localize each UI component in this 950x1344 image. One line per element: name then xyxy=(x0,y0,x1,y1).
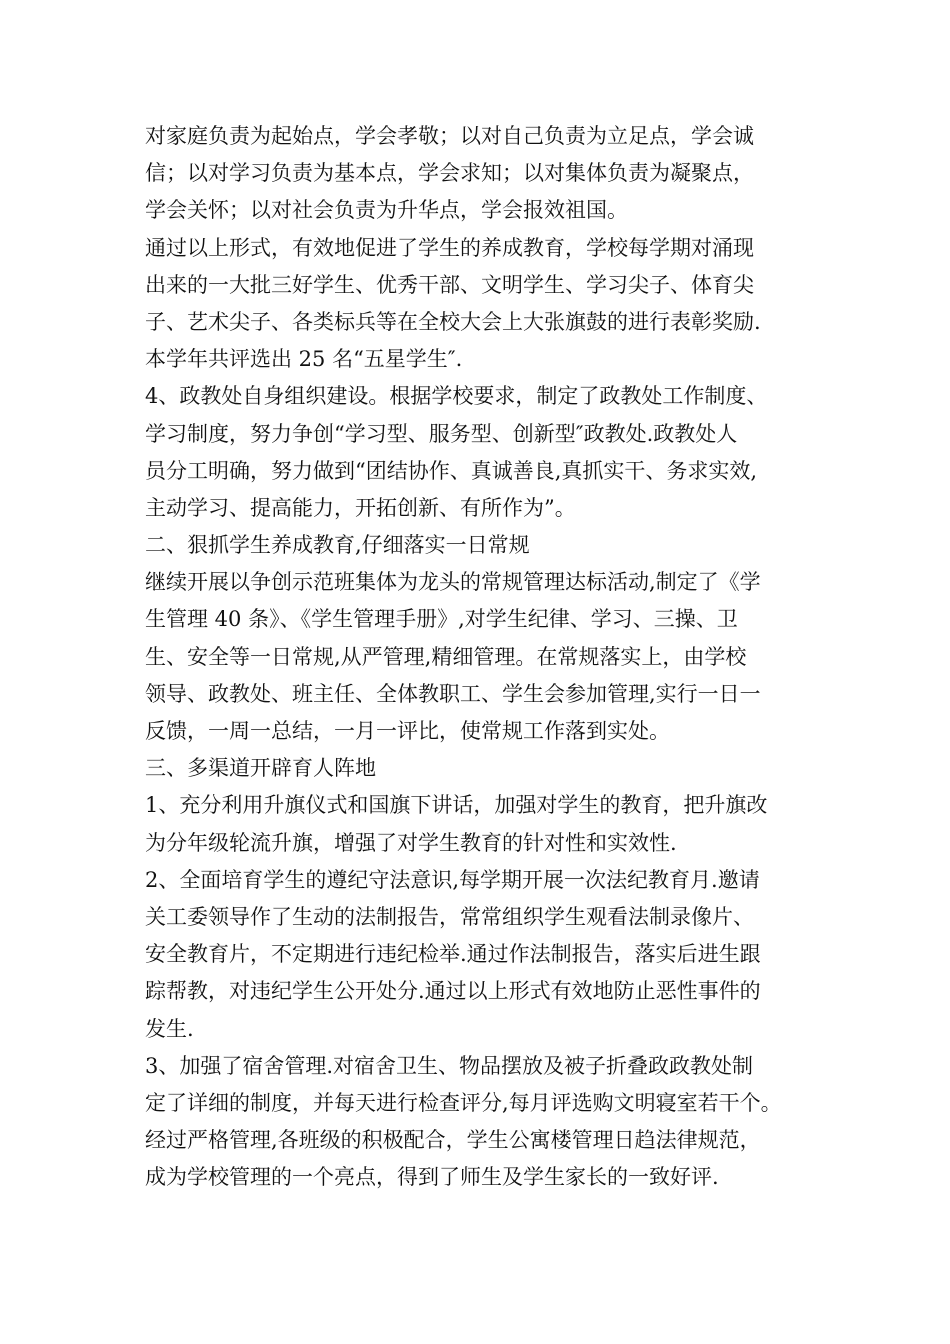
text-line: 子、艺术尖子、各类标兵等在全校大会上大张旗鼓的进行表彰奖励. xyxy=(145,309,761,334)
text-line: 出来的一大批三好学生、优秀干部、文明学生、学习尖子、体育尖 xyxy=(145,272,754,297)
text-line: 经过严格管理,各班级的积极配合，学生公寓楼管理日趋法律规范， xyxy=(145,1128,761,1153)
text-line: 学习制度，努力争创“学习型、服务型、创新型″政教处.政教处人 xyxy=(145,421,738,446)
text-line: 成为学校管理的一个亮点，得到了师生及学生家长的一致好评. xyxy=(145,1165,719,1190)
text-line: 本学年共评选出 25 名“五星学生″. xyxy=(145,347,463,372)
text-line: 反馈，一周一总结，一月一评比，使常规工作落到实处。 xyxy=(145,719,670,743)
text-line: 生管理 40 条》、《学生管理手册》,对学生纪律、学习、三操、卫 xyxy=(145,607,738,632)
section-heading: 二、狠抓学生养成教育,仔细落实一日常规 xyxy=(145,533,530,558)
text-line: 安全教育片，不定期进行违纪检举.通过作法制报告，落实后进生跟 xyxy=(145,942,761,967)
text-line: 3、加强了宿舍管理.对宿舍卫生、物品摆放及被子折叠政政教处制 xyxy=(145,1053,754,1078)
text-line: 生、安全等一日常规,从严管理,精细管理。在常规落实上，由学校 xyxy=(145,644,747,669)
text-line: 学会关怀；以对社会负责为升华点，学会报效祖国。 xyxy=(145,198,628,223)
text-line: 踪帮教，对违纪学生公开处分.通过以上形式有效地防止恶性事件的 xyxy=(145,979,761,1004)
text-line: 信；以对学习负责为基本点，学会求知；以对集体负责为凝聚点， xyxy=(145,161,754,186)
text-line: 对家庭负责为起始点，学会孝敬；以对自己负责为立足点，学会诚 xyxy=(145,124,754,148)
text-line: 通过以上形式，有效地促进了学生的养成教育，学校每学期对涌现 xyxy=(145,235,754,260)
text-line: 关工委领导作了生动的法制报告，常常组织学生观看法制录像片、 xyxy=(145,904,754,929)
text-line: 继续开展以争创示范班集体为龙头的常规管理达标活动,制定了《学 xyxy=(145,570,761,595)
text-line: 4、政教处自身组织建设。根据学校要求，制定了政教处工作制度、 xyxy=(145,384,768,409)
document-body xyxy=(145,118,825,1196)
text-line: 主动学习、提高能力，开拓创新、有所作为”。 xyxy=(145,495,576,520)
text-line: 1、充分利用升旗仪式和国旗下讲话，加强对学生的教育，把升旗改 xyxy=(145,793,768,818)
text-line: 为分年级轮流升旗，增强了对学生教育的针对性和实效性. xyxy=(145,830,677,855)
text-line: 领导、政教处、班主任、全体教职工、学生会参加管理,实行一日一 xyxy=(145,681,761,706)
section-heading: 三、多渠道开辟育人阵地 xyxy=(145,756,376,781)
text-line: 发生. xyxy=(145,1016,194,1041)
text-line: 定了详细的制度，并每天进行检查评分,每月评选购文明寝室若干个。 xyxy=(145,1090,782,1115)
text-line: 2、全面培育学生的遵纪守法意识,每学期开展一次法纪教育月.邀请 xyxy=(145,867,760,892)
text-line: 员分工明确，努力做到“团结协作、真诚善良,真抓实干、务求实效, xyxy=(145,458,758,483)
